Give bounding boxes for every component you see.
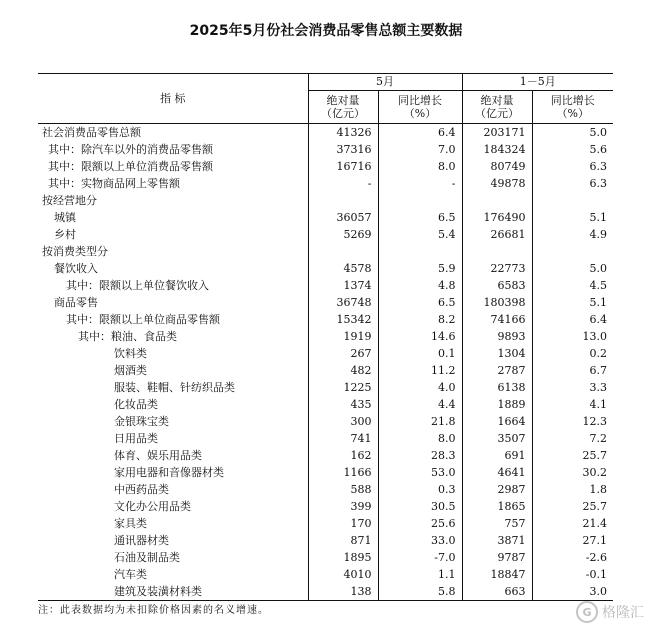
ytd-absolute-value: 9787 [462,549,532,566]
table-row [38,566,613,583]
ytd-absolute-header: 绝对量 （亿元） [462,91,532,124]
watermark [576,601,644,623]
table-row [38,243,613,260]
table-row [38,532,613,549]
row-label: 家用电器和音像器材类 [114,465,224,479]
row-label: 餐饮收入 [54,261,98,275]
table-row [38,464,613,481]
ytd-absolute-value: 184324 [462,141,532,158]
ytd-yoy-header: 同比增长 （%） [532,91,613,124]
may-absolute-value: 16716 [308,158,378,175]
row-label: 按经营地分 [42,193,97,207]
may-yoy-value: 0.3 [378,481,462,498]
ytd-absolute-value: 1889 [462,396,532,413]
ytd-absolute-value: 176490 [462,209,532,226]
ytd-absolute-value [462,243,532,260]
ytd-absolute-value [462,192,532,209]
table-row [38,498,613,515]
may-yoy-value: 53.0 [378,464,462,481]
may-yoy-value: 4.8 [378,277,462,294]
ytd-yoy-value: 5.6 [532,141,613,158]
footnote: 注：此表数据均为未扣除价格因素的名义增速。 [38,605,269,616]
ytd-yoy-value: 5.0 [532,260,613,277]
ytd-yoy-value: 6.7 [532,362,613,379]
row-label: 饮料类 [114,346,147,360]
may-yoy-value: 21.8 [378,413,462,430]
may-absolute-value: 1225 [308,379,378,396]
may-yoy-value: 8.2 [378,311,462,328]
table-row [38,430,613,447]
table-row [38,447,613,464]
ytd-yoy-value: 6.4 [532,311,613,328]
header-jan-may: 1－5月 [462,74,613,91]
may-yoy-value: 28.3 [378,447,462,464]
may-absolute-value: 1166 [308,464,378,481]
row-label: 其中：限额以上单位餐饮收入 [66,278,209,292]
row-label: 金银珠宝类 [114,414,169,428]
ytd-absolute-value: 74166 [462,311,532,328]
ytd-absolute-value: 203171 [462,124,532,142]
ytd-yoy-value [532,192,613,209]
ytd-absolute-value: 180398 [462,294,532,311]
may-yoy-value: 7.0 [378,141,462,158]
row-label: 汽车类 [114,567,147,581]
ytd-absolute-value: 3507 [462,430,532,447]
table-row [38,328,613,345]
ytd-yoy-value: 4.9 [532,226,613,243]
may-absolute-value: 435 [308,396,378,413]
may-yoy-value: 33.0 [378,532,462,549]
may-yoy-value: 0.1 [378,345,462,362]
may-absolute-value: 37316 [308,141,378,158]
row-label: 其中：除汽车以外的消费品零售额 [48,142,213,156]
may-yoy-value: 5.9 [378,260,462,277]
may-yoy-value: 8.0 [378,158,462,175]
may-absolute-value: 36057 [308,209,378,226]
indicator-header: 指 标 [38,74,308,124]
ytd-absolute-value: 1664 [462,413,532,430]
ytd-yoy-value: 0.2 [532,345,613,362]
may-absolute-value: 300 [308,413,378,430]
may-yoy-header: 同比增长 （%） [378,91,462,124]
table-row [38,583,613,601]
row-label: 乡村 [54,227,76,241]
row-label: 通讯器材类 [114,533,169,547]
table-row [38,362,613,379]
ytd-absolute-value: 1865 [462,498,532,515]
ytd-yoy-value: 3.3 [532,379,613,396]
row-label: 按消费类型分 [42,244,108,258]
table-row [38,158,613,175]
row-label: 其中：限额以上单位商品零售额 [66,312,220,326]
row-label: 石油及制品类 [114,550,180,564]
row-label: 日用品类 [114,431,158,445]
table-row [38,294,613,311]
ytd-absolute-value: 80749 [462,158,532,175]
row-label: 商品零售 [54,295,98,309]
row-label: 家具类 [114,516,147,530]
may-absolute-value: 4578 [308,260,378,277]
may-absolute-value: 1895 [308,549,378,566]
ytd-yoy-value: 6.3 [532,158,613,175]
table-row [38,226,613,243]
row-label: 其中：限额以上单位消费品零售额 [48,159,213,173]
row-label: 建筑及装潢材料类 [38,583,308,601]
may-yoy-value: 6.4 [378,124,462,142]
may-yoy-value: 5.4 [378,226,462,243]
header-may: 5月 [308,74,462,91]
ytd-absolute-value: 757 [462,515,532,532]
may-absolute-value: 36748 [308,294,378,311]
may-absolute-value: 1374 [308,277,378,294]
may-absolute-value: 41326 [308,124,378,142]
ytd-absolute-value: 22773 [462,260,532,277]
table-row [38,124,613,142]
may-yoy-value: 4.0 [378,379,462,396]
ytd-absolute-value: 26681 [462,226,532,243]
table-row [38,175,613,192]
may-absolute-value: 871 [308,532,378,549]
ytd-absolute-value: 2987 [462,481,532,498]
may-absolute-value [308,243,378,260]
may-yoy-value: 8.0 [378,430,462,447]
may-absolute-value: 267 [308,345,378,362]
ytd-yoy-value: 5.0 [532,124,613,142]
ytd-absolute-value: 49878 [462,175,532,192]
table-row [38,549,613,566]
row-label: 文化办公用品类 [114,499,191,513]
ytd-yoy-value: 25.7 [532,498,613,515]
ytd-yoy-value: 7.2 [532,430,613,447]
ytd-absolute-value: 4641 [462,464,532,481]
row-label: 中西药品类 [114,482,169,496]
may-absolute-value: 741 [308,430,378,447]
may-yoy-value: - [378,175,462,192]
may-absolute-value: 5269 [308,226,378,243]
watermark-logo-icon: G [576,601,598,623]
may-absolute-value: 1919 [308,328,378,345]
table-row [38,311,613,328]
row-label: 城镇 [54,210,76,224]
ytd-absolute-value: 3871 [462,532,532,549]
ytd-yoy-value: 1.8 [532,481,613,498]
may-yoy-value: 1.1 [378,566,462,583]
may-yoy-value: 4.4 [378,396,462,413]
ytd-yoy-value: 4.1 [532,396,613,413]
row-label: 体育、娱乐用品类 [114,448,202,462]
ytd-yoy-value: 27.1 [532,532,613,549]
table-row [38,141,613,158]
may-absolute-value: - [308,175,378,192]
may-absolute-value: 162 [308,447,378,464]
ytd-yoy-value: 30.2 [532,464,613,481]
table-row [38,345,613,362]
table-row [38,192,613,209]
ytd-yoy-value: 21.4 [532,515,613,532]
row-label: 服装、鞋帽、针纺织品类 [114,380,235,394]
ytd-yoy-value: 13.0 [532,328,613,345]
ytd-absolute-value: 2787 [462,362,532,379]
row-label: 烟酒类 [114,363,147,377]
table-row [38,379,613,396]
table-body [38,124,613,601]
row-label: 社会消费品零售总额 [42,125,141,139]
may-yoy-value [378,192,462,209]
ytd-absolute-value: 691 [462,447,532,464]
ytd-yoy-value: 3.0 [532,583,613,601]
may-absolute-value: 482 [308,362,378,379]
ytd-yoy-value: 25.7 [532,447,613,464]
ytd-absolute-value: 1304 [462,345,532,362]
may-absolute-value: 4010 [308,566,378,583]
may-absolute-header: 绝对量 （亿元） [308,91,378,124]
row-label: 化妆品类 [114,397,158,411]
may-absolute-value [308,192,378,209]
ytd-absolute-value: 6583 [462,277,532,294]
may-yoy-value: 14.6 [378,328,462,345]
ytd-yoy-value: -0.1 [532,566,613,583]
table-row [38,515,613,532]
watermark-text: 格隆汇 [602,605,644,621]
may-yoy-value: 5.8 [378,583,462,601]
may-absolute-value: 399 [308,498,378,515]
table-row [38,481,613,498]
may-yoy-value: -7.0 [378,549,462,566]
ytd-yoy-value: 5.1 [532,209,613,226]
table-row [38,277,613,294]
row-label: 其中：粮油、食品类 [78,329,177,343]
table-title: 2025年5月份社会消费品零售总额主要数据 [189,23,463,39]
ytd-yoy-value: 4.5 [532,277,613,294]
may-yoy-value: 6.5 [378,209,462,226]
may-absolute-value: 15342 [308,311,378,328]
table-row [38,209,613,226]
ytd-absolute-value: 18847 [462,566,532,583]
ytd-yoy-value: -2.6 [532,549,613,566]
may-yoy-value: 25.6 [378,515,462,532]
ytd-yoy-value: 6.3 [532,175,613,192]
row-label: 其中：实物商品网上零售额 [48,176,180,190]
table-row [38,396,613,413]
table-row [38,260,613,277]
ytd-yoy-value [532,243,613,260]
may-yoy-value: 30.5 [378,498,462,515]
ytd-yoy-value: 5.1 [532,294,613,311]
ytd-absolute-value: 9893 [462,328,532,345]
may-yoy-value: 11.2 [378,362,462,379]
ytd-absolute-value: 663 [462,583,532,601]
may-yoy-value: 6.5 [378,294,462,311]
may-yoy-value [378,243,462,260]
may-absolute-value: 170 [308,515,378,532]
may-absolute-value: 138 [308,583,378,601]
retail-sales-table [38,73,613,601]
ytd-absolute-value: 6138 [462,379,532,396]
ytd-yoy-value: 12.3 [532,413,613,430]
may-absolute-value: 588 [308,481,378,498]
table-row [38,413,613,430]
